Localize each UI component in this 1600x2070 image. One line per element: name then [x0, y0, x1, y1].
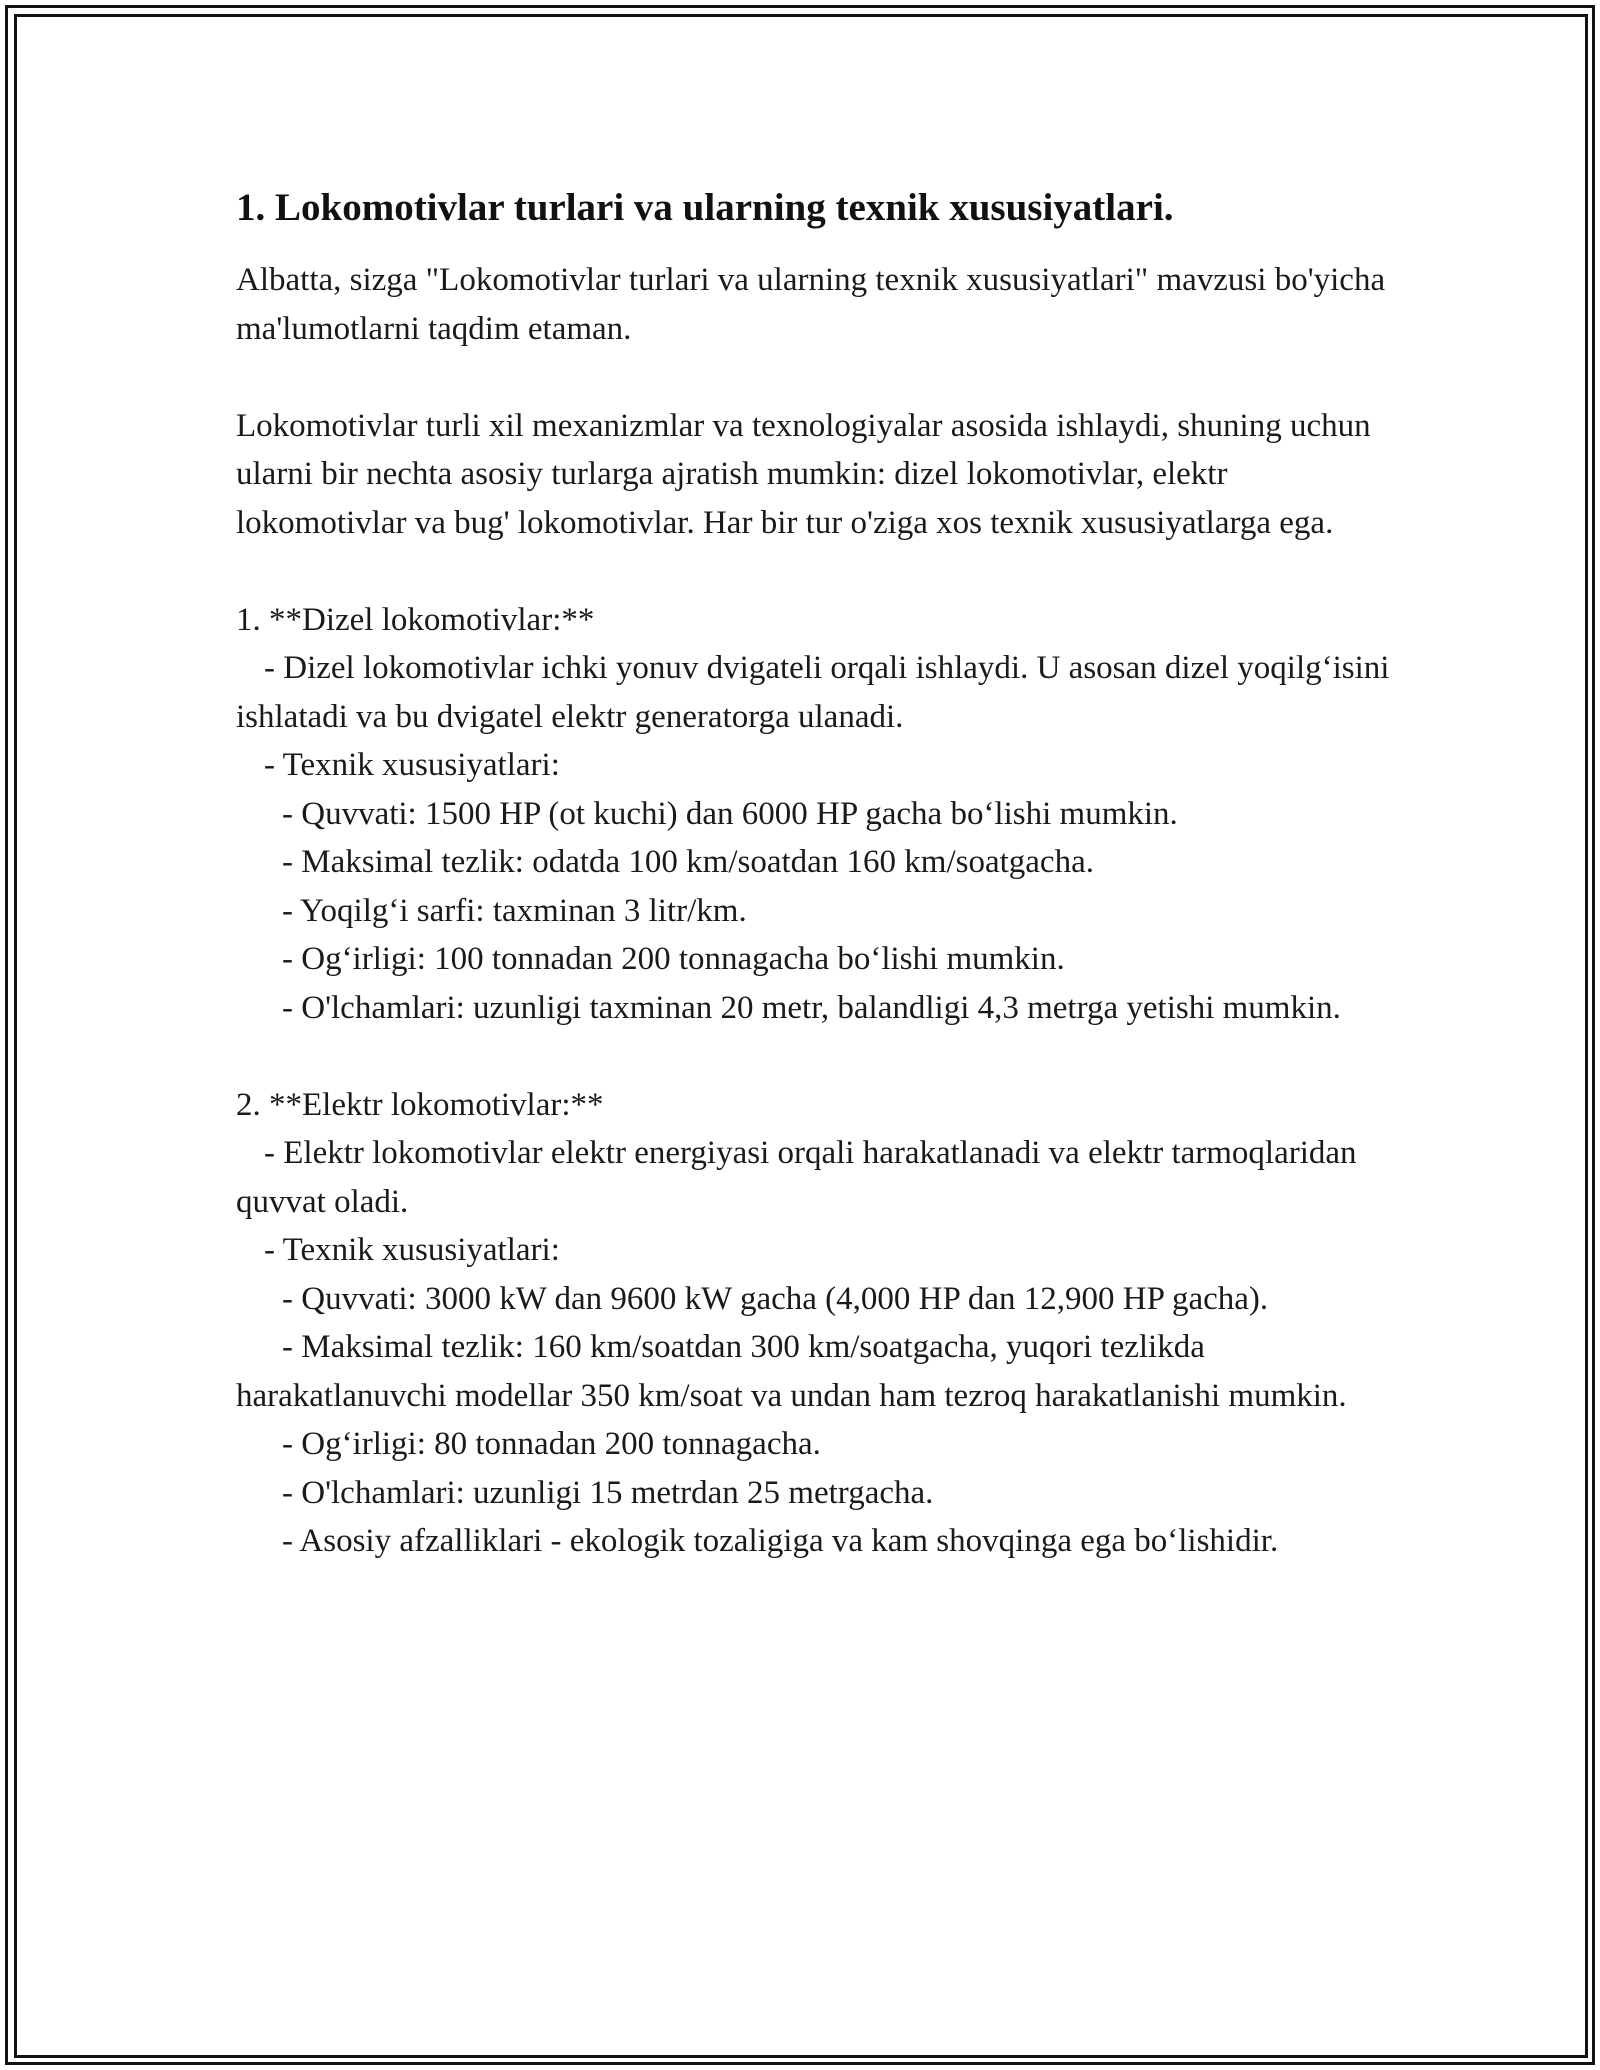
section-description: - Elektr lokomotivlar elektr energiyasi orqali harakatlanadi va elektr tarmoqlaridan quvvat oladi. [236, 1135, 1357, 1220]
spec-item: - Og‘irligi: 100 tonnadan 200 tonnagacha bo‘lishi mumkin. [282, 941, 1065, 977]
spec-item: - Yoqilg‘i sarfi: taxminan 3 litr/km. [282, 892, 747, 929]
spec-item: - Og‘irligi: 80 tonnadan 200 tonnagacha. [282, 1426, 821, 1462]
section-heading: 2. **Elektr lokomotivlar:** [236, 1086, 604, 1123]
specs-label: - Texnik xususiyatlari: [264, 1232, 560, 1268]
spacer [236, 1032, 1396, 1081]
spec-item: - Quvvati: 1500 HP (ot kuchi) dan 6000 HP gacha bo‘lishi mumkin. [282, 795, 1178, 832]
specs-label: - Texnik xususiyatlari: [264, 747, 560, 783]
spacer [236, 547, 1396, 596]
intro-paragraph-2: Lokomotivlar turli xil mexanizmlar va texnologiyalar asosida ishlaydi, shuning uchun ularni bir nechta asosiy turlarga ajratish mumkin: dizel lokomotivlar, elektr lokomotivlar va bug' lokomotivlar. Har bir tur o'ziga xos texnik xususiyatlarga ega. [236, 407, 1371, 541]
spec-item: - Maksimal tezlik: 160 km/soatdan 300 km/soatgacha, yuqori tezlikda harakatlanuvchi modellar 350 km/soat va undan ham tezroq harakatlanishi mumkin. [236, 1329, 1347, 1414]
spec-item: - Maksimal tezlik: odatda 100 km/soatdan 160 km/soatgacha. [282, 844, 1094, 880]
spec-item: - O'lchamlari: uzunligi taxminan 20 metr, balandligi 4,3 metrga yetishi mumkin. [282, 989, 1341, 1026]
section-description: - Dizel lokomotivlar ichki yonuv dvigateli orqali ishlaydi. U asosan dizel yoqilg‘isini ishlatadi va bu dvigatel elektr generatorga ulanadi. [236, 650, 1390, 735]
spec-item: - Asosiy afzalliklari - ekologik tozaligiga va kam shovqinga ega bo‘lishidir. [282, 1523, 1279, 1559]
document-body [236, 184, 1396, 1566]
spacer [236, 353, 1396, 402]
spec-item: - O'lchamlari: uzunligi 15 metrdan 25 metrgacha. [282, 1474, 934, 1511]
spec-item: - Quvvati: 3000 kW dan 9600 kW gacha (4,000 HP dan 12,900 HP gacha). [282, 1280, 1269, 1317]
intro-paragraph-1: Albatta, sizga "Lokomotivlar turlari va ularning texnik xususiyatlari" mavzusi bo'yicha ma'lumotlarni taqdim etaman. [236, 262, 1386, 347]
section-diesel [236, 596, 1396, 1033]
section-electric [236, 1081, 1396, 1566]
document-title: 1. Lokomotivlar turlari va ularning texnik xususiyatlari. [236, 186, 1174, 229]
section-heading: 1. **Dizel lokomotivlar:** [236, 601, 595, 638]
